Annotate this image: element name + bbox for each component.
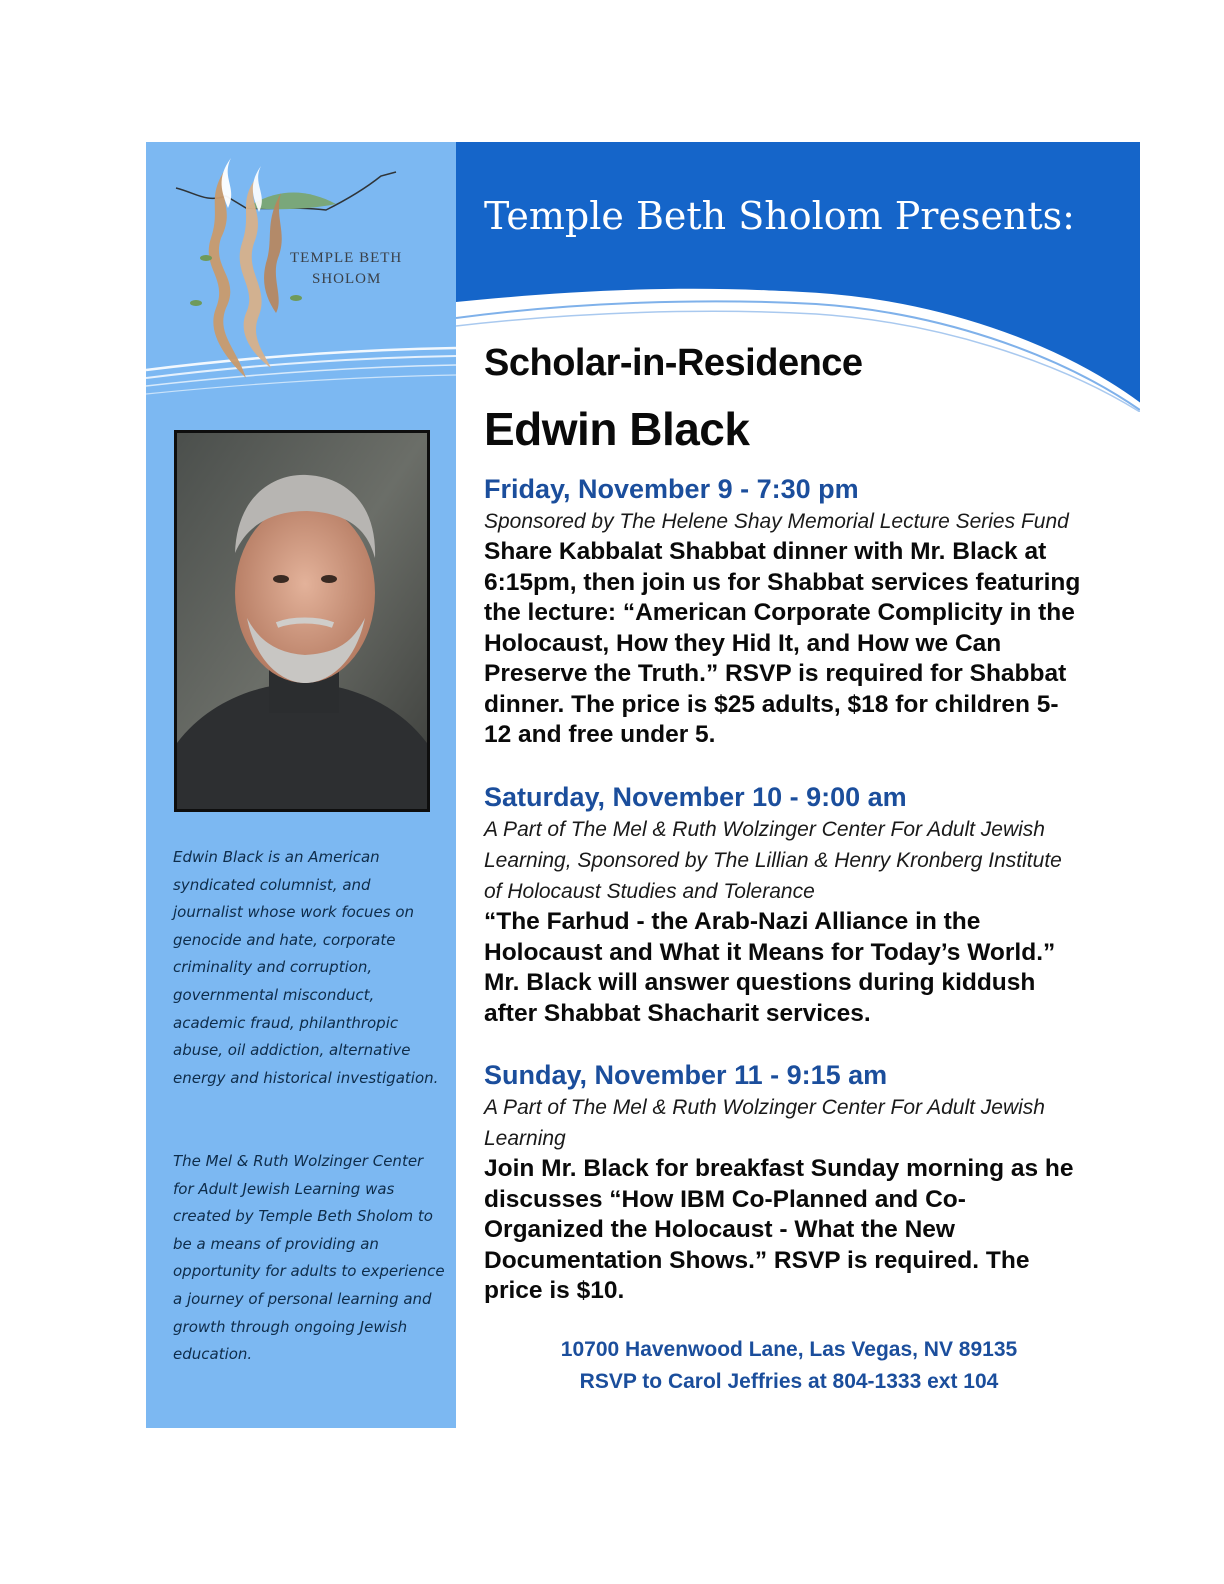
event-sponsor: Sponsored by The Helene Shay Memorial Lecture Series Fund bbox=[484, 510, 1069, 533]
speaker-portrait-image bbox=[177, 433, 427, 809]
temple-beth-sholom-logo bbox=[166, 148, 406, 388]
event-sunday bbox=[484, 1058, 1084, 1307]
banner-title: Temple Beth Sholom Presents: bbox=[484, 194, 1075, 238]
logo-line-2: SHOLOM bbox=[312, 271, 382, 287]
logo-text bbox=[290, 248, 402, 290]
flyer bbox=[146, 142, 1140, 1428]
speaker-photo bbox=[174, 430, 430, 812]
speaker-name: Edwin Black bbox=[484, 403, 750, 455]
logo-line-1: TEMPLE BETH bbox=[290, 250, 403, 266]
contact-footer bbox=[484, 1334, 1094, 1398]
address: 10700 Havenwood Lane, Las Vegas, NV 89135 bbox=[560, 1338, 1018, 1361]
event-saturday bbox=[484, 780, 1084, 1029]
event-sponsor: A Part of The Mel & Ruth Wolzinger Center For Adult Jewish Learning, Sponsored by The Lillian & Henry Kronberg Institute of Holocaust Studies and Tolerance bbox=[484, 818, 1062, 903]
speaker-bio: Edwin Black is an American syndicated columnist, and journalist whose work focues on genocide and hate, corporate criminality and corruption, governmental misconduct, academic fraud, philanthropic abuse, oil addiction, alternative energy and historical investigation. bbox=[173, 848, 439, 1087]
event-date: Saturday, November 10 - 9:00 am bbox=[484, 782, 907, 812]
event-subtitle: Scholar-in-Residence bbox=[484, 342, 863, 384]
sidebar bbox=[146, 142, 456, 1428]
event-date: Friday, November 9 - 7:30 pm bbox=[484, 474, 859, 504]
event-description: Join Mr. Black for breakfast Sunday morning as he discusses “How IBM Co-Planned and Co-Organized the Holocaust - What the New Documentation Shows.” RSVP is required. The price is $10. bbox=[484, 1155, 1074, 1304]
event-date: Sunday, November 11 - 9:15 am bbox=[484, 1060, 888, 1090]
event-description: Share Kabbalat Shabbat dinner with Mr. Black at 6:15pm, then join us for Shabbat services featuring the lecture: “American Corporate Complicity in the Holocaust, How they Hid It, and How we Can Preserve the Truth.” RSVP is required for Shabbat dinner. The price is $25 adults, $18 for children 5-12 and free under 5. bbox=[484, 538, 1081, 748]
learning-center-description: The Mel & Ruth Wolzinger Center for Adult Jewish Learning was created by Temple Beth Sholom to be a means of providing an opportunity for adults to experience a journey of personal learning and growth through ongoing Jewish education. bbox=[173, 1152, 445, 1364]
event-sponsor: A Part of The Mel & Ruth Wolzinger Center For Adult Jewish Learning bbox=[484, 1096, 1045, 1150]
event-description: “The Farhud - the Arab-Nazi Alliance in the Holocaust and What it Means for Today’s World.” Mr. Black will answer questions during kiddush after Shabbat Shacharit services. bbox=[484, 908, 1056, 1027]
event-friday bbox=[484, 472, 1084, 751]
rsvp-contact: RSVP to Carol Jeffries at 804-1333 ext 104 bbox=[579, 1370, 999, 1393]
